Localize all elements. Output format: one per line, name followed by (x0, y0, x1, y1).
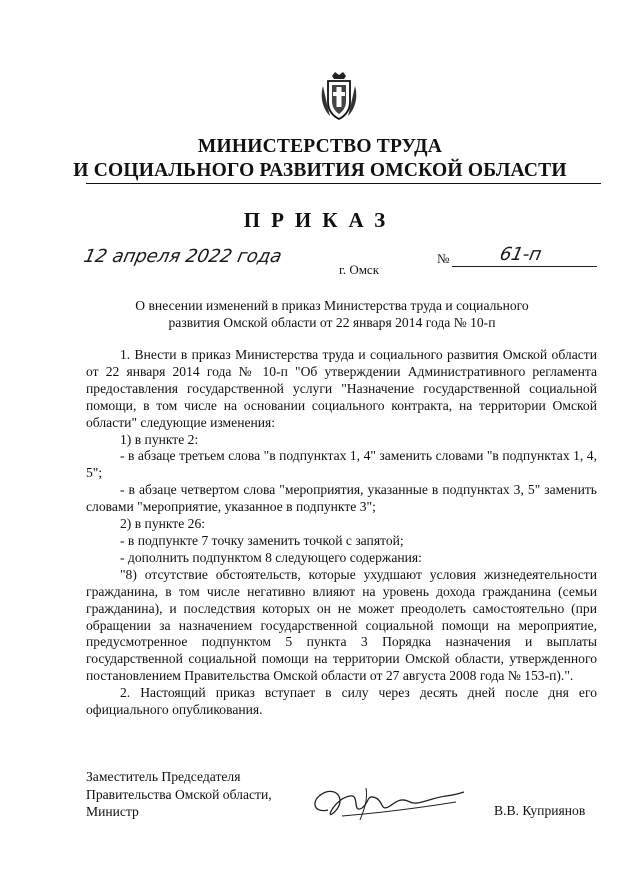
document-date: 12 апреля 2022 года (81, 246, 284, 267)
body-paragraph: 2) в пункте 26: (120, 516, 206, 532)
document-number: 61-п (497, 244, 544, 265)
signatory-name: В.В. Куприянов (494, 803, 586, 818)
ministry-name-line2: И СОЦИАЛЬНОГО РАЗВИТИЯ ОМСКОЙ ОБЛАСТИ (73, 160, 567, 181)
body-paragraph: 2. Настоящий приказ вступает в силу через десять дней после дня его официального опубликования. (86, 685, 597, 718)
document-body (86, 347, 597, 719)
handwritten-signature (306, 780, 466, 828)
body-paragraph: 1. Внести в приказ Министерства труда и социального развития Омской области от 22 января 2014 года № 10-п "Об утверждении Административного регламента предоставления государственной услуги "Назначение государственной социальной помощи, в том числе на основании социального контракта, на территории Омской области" следующие изменения: (86, 347, 597, 430)
signatory-title-line2: Правительства Омской области, (86, 786, 272, 802)
document-subject: О внесении изменений в приказ Министерства труда и социального развития Омской области от 22 января 2014 года № 10-п (135, 298, 529, 330)
signatory-title-line3: Министр (86, 804, 139, 819)
coat-of-arms-icon (318, 70, 360, 122)
body-paragraph: "8) отсутствие обстоятельств, которые ухудшают условия жизнедеятельности гражданина, в том числе негативно влияют на уровень дохода гражданина (семьи гражданина), и последствия которых он не может преодолеть самостоятельно (при обращении за назначением государственной социальной помощи на мероприятие, предусмотренное подпунктом 5 пункта 3 Порядка назначения и выплаты государственной социальной помощи на территории Омской области, утвержденного постановлением Правительства Омской области от 27 августа 2008 года № 153-п).". (86, 566, 597, 684)
body-paragraph: - в абзаце третьем слова "в подпунктах 1, 4" заменить словами "в подпунктах 1, 4, 5"; (86, 448, 597, 481)
ministry-name-line1: МИНИСТЕРСТВО ТРУДА (197, 136, 443, 157)
body-paragraph: - в подпункте 7 точку заменить точкой с запятой; (120, 532, 404, 548)
body-paragraph: - дополнить подпунктом 8 следующего содержания: (120, 549, 422, 565)
header-divider (86, 183, 601, 184)
document-type-title: ПРИКАЗ (243, 208, 397, 232)
signatory-title-line1: Заместитель Председателя (86, 769, 241, 784)
number-label: № (437, 251, 450, 266)
body-paragraph: 1) в пункте 2: (120, 431, 199, 447)
body-paragraph: - в абзаце четвертом слова "мероприятия, указанные в подпунктах 3, 5" заменить словами "мероприятие, указанное в подпункте 3"; (86, 482, 597, 515)
city: г. Омск (338, 262, 380, 277)
signatory-block (86, 768, 272, 821)
